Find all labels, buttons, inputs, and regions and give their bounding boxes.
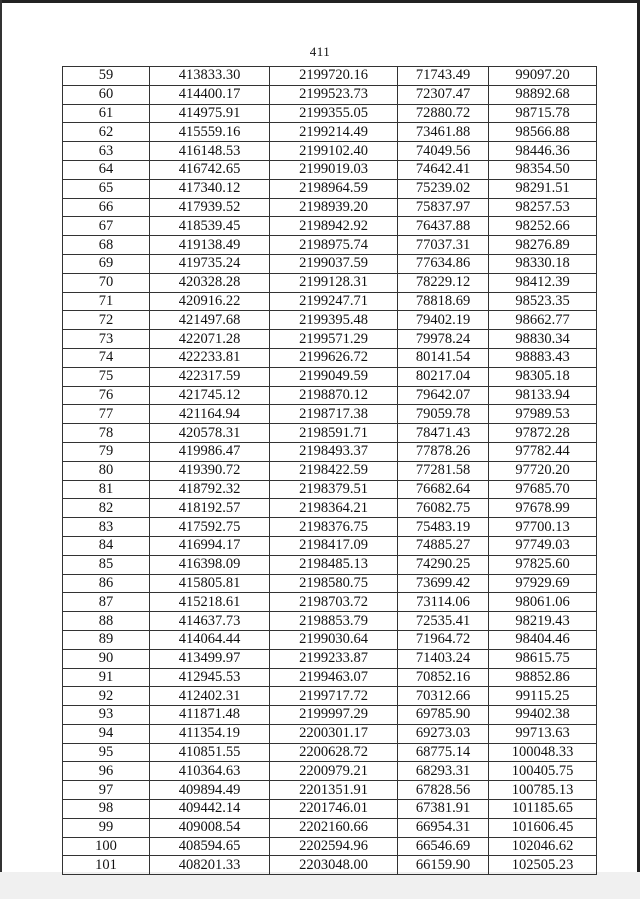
value-cell: 100785.13 bbox=[489, 781, 597, 800]
row-index-cell: 60 bbox=[63, 85, 150, 104]
value-cell: 79978.24 bbox=[398, 330, 489, 349]
table-row bbox=[63, 536, 597, 555]
value-cell: 97782.44 bbox=[489, 442, 597, 461]
value-cell: 75239.02 bbox=[398, 179, 489, 198]
value-cell: 2199523.73 bbox=[270, 85, 398, 104]
row-index-cell: 98 bbox=[63, 800, 150, 819]
value-cell: 409894.49 bbox=[150, 781, 270, 800]
table-row bbox=[63, 555, 597, 574]
value-cell: 98404.46 bbox=[489, 630, 597, 649]
value-cell: 414400.17 bbox=[150, 85, 270, 104]
value-cell: 66546.69 bbox=[398, 837, 489, 856]
row-index-cell: 70 bbox=[63, 273, 150, 292]
value-cell: 420578.31 bbox=[150, 424, 270, 443]
value-cell: 99097.20 bbox=[489, 67, 597, 86]
value-cell: 75837.97 bbox=[398, 198, 489, 217]
value-cell: 2199247.71 bbox=[270, 292, 398, 311]
table-row bbox=[63, 800, 597, 819]
table-row bbox=[63, 706, 597, 725]
value-cell: 2198376.75 bbox=[270, 518, 398, 537]
value-cell: 2198853.79 bbox=[270, 612, 398, 631]
value-cell: 80217.04 bbox=[398, 367, 489, 386]
table-row bbox=[63, 781, 597, 800]
table-row bbox=[63, 123, 597, 142]
value-cell: 417592.75 bbox=[150, 518, 270, 537]
value-cell: 97989.53 bbox=[489, 405, 597, 424]
value-cell: 71964.72 bbox=[398, 630, 489, 649]
value-cell: 419138.49 bbox=[150, 236, 270, 255]
row-index-cell: 73 bbox=[63, 330, 150, 349]
value-cell: 69785.90 bbox=[398, 706, 489, 725]
table-row bbox=[63, 179, 597, 198]
value-cell: 2201746.01 bbox=[270, 800, 398, 819]
value-cell: 2198939.20 bbox=[270, 198, 398, 217]
value-cell: 2198422.59 bbox=[270, 461, 398, 480]
value-cell: 2198703.72 bbox=[270, 593, 398, 612]
value-cell: 408594.65 bbox=[150, 837, 270, 856]
row-index-cell: 65 bbox=[63, 179, 150, 198]
value-cell: 2198717.38 bbox=[270, 405, 398, 424]
table-row bbox=[63, 837, 597, 856]
row-index-cell: 62 bbox=[63, 123, 150, 142]
table-row bbox=[63, 273, 597, 292]
value-cell: 67828.56 bbox=[398, 781, 489, 800]
value-cell: 74290.25 bbox=[398, 555, 489, 574]
value-cell: 2199049.59 bbox=[270, 367, 398, 386]
value-cell: 2203048.00 bbox=[270, 856, 398, 875]
row-index-cell: 91 bbox=[63, 668, 150, 687]
row-index-cell: 66 bbox=[63, 198, 150, 217]
value-cell: 2199395.48 bbox=[270, 311, 398, 330]
table-row bbox=[63, 743, 597, 762]
value-cell: 97700.13 bbox=[489, 518, 597, 537]
value-cell: 2198485.13 bbox=[270, 555, 398, 574]
table-row bbox=[63, 160, 597, 179]
value-cell: 73699.42 bbox=[398, 574, 489, 593]
table-row bbox=[63, 198, 597, 217]
value-cell: 75483.19 bbox=[398, 518, 489, 537]
value-cell: 416148.53 bbox=[150, 142, 270, 161]
table-row bbox=[63, 236, 597, 255]
value-cell: 98523.35 bbox=[489, 292, 597, 311]
value-cell: 98305.18 bbox=[489, 367, 597, 386]
table-row bbox=[63, 104, 597, 123]
value-cell: 97678.99 bbox=[489, 499, 597, 518]
value-cell: 422233.81 bbox=[150, 348, 270, 367]
table-row bbox=[63, 67, 597, 86]
value-cell: 97749.03 bbox=[489, 536, 597, 555]
value-cell: 98852.86 bbox=[489, 668, 597, 687]
value-cell: 68293.31 bbox=[398, 762, 489, 781]
scan-edge-left bbox=[0, 0, 2, 899]
value-cell: 419986.47 bbox=[150, 442, 270, 461]
value-cell: 421497.68 bbox=[150, 311, 270, 330]
value-cell: 416994.17 bbox=[150, 536, 270, 555]
table-row bbox=[63, 724, 597, 743]
value-cell: 98257.53 bbox=[489, 198, 597, 217]
scan-bottom-strip bbox=[0, 872, 640, 899]
value-cell: 77634.86 bbox=[398, 254, 489, 273]
value-cell: 2199030.64 bbox=[270, 630, 398, 649]
value-cell: 98715.78 bbox=[489, 104, 597, 123]
value-cell: 2199463.07 bbox=[270, 668, 398, 687]
value-cell: 2200628.72 bbox=[270, 743, 398, 762]
value-cell: 409008.54 bbox=[150, 818, 270, 837]
value-cell: 2198580.75 bbox=[270, 574, 398, 593]
value-cell: 415805.81 bbox=[150, 574, 270, 593]
value-cell: 72880.72 bbox=[398, 104, 489, 123]
value-cell: 418539.45 bbox=[150, 217, 270, 236]
table-row bbox=[63, 593, 597, 612]
table-row bbox=[63, 424, 597, 443]
value-cell: 416398.09 bbox=[150, 555, 270, 574]
value-cell: 414637.73 bbox=[150, 612, 270, 631]
row-index-cell: 72 bbox=[63, 311, 150, 330]
value-cell: 415218.61 bbox=[150, 593, 270, 612]
value-cell: 2202160.66 bbox=[270, 818, 398, 837]
row-index-cell: 77 bbox=[63, 405, 150, 424]
table-row bbox=[63, 612, 597, 631]
row-index-cell: 69 bbox=[63, 254, 150, 273]
value-cell: 66159.90 bbox=[398, 856, 489, 875]
row-index-cell: 85 bbox=[63, 555, 150, 574]
value-cell: 2198964.59 bbox=[270, 179, 398, 198]
value-cell: 72535.41 bbox=[398, 612, 489, 631]
value-cell: 2199355.05 bbox=[270, 104, 398, 123]
value-cell: 100405.75 bbox=[489, 762, 597, 781]
value-cell: 71403.24 bbox=[398, 649, 489, 668]
row-index-cell: 79 bbox=[63, 442, 150, 461]
value-cell: 410851.55 bbox=[150, 743, 270, 762]
value-cell: 100048.33 bbox=[489, 743, 597, 762]
table-row bbox=[63, 217, 597, 236]
value-cell: 98061.06 bbox=[489, 593, 597, 612]
page-number: 411 bbox=[309, 44, 331, 59]
value-cell: 98330.18 bbox=[489, 254, 597, 273]
row-index-cell: 87 bbox=[63, 593, 150, 612]
value-cell: 408201.33 bbox=[150, 856, 270, 875]
value-cell: 98615.75 bbox=[489, 649, 597, 668]
table-row bbox=[63, 818, 597, 837]
row-index-cell: 95 bbox=[63, 743, 150, 762]
value-cell: 420328.28 bbox=[150, 273, 270, 292]
value-cell: 98883.43 bbox=[489, 348, 597, 367]
table-row bbox=[63, 687, 597, 706]
value-cell: 422071.28 bbox=[150, 330, 270, 349]
value-cell: 79642.07 bbox=[398, 386, 489, 405]
table-row bbox=[63, 386, 597, 405]
row-index-cell: 75 bbox=[63, 367, 150, 386]
row-index-cell: 100 bbox=[63, 837, 150, 856]
value-cell: 98566.88 bbox=[489, 123, 597, 142]
value-cell: 411871.48 bbox=[150, 706, 270, 725]
table-row bbox=[63, 442, 597, 461]
value-cell: 411354.19 bbox=[150, 724, 270, 743]
row-index-cell: 67 bbox=[63, 217, 150, 236]
row-index-cell: 64 bbox=[63, 160, 150, 179]
value-cell: 2198417.09 bbox=[270, 536, 398, 555]
table-row bbox=[63, 461, 597, 480]
value-cell: 413499.97 bbox=[150, 649, 270, 668]
table-row bbox=[63, 518, 597, 537]
value-cell: 421745.12 bbox=[150, 386, 270, 405]
row-index-cell: 101 bbox=[63, 856, 150, 875]
table-row bbox=[63, 330, 597, 349]
value-cell: 79402.19 bbox=[398, 311, 489, 330]
row-index-cell: 83 bbox=[63, 518, 150, 537]
value-cell: 415559.16 bbox=[150, 123, 270, 142]
value-cell: 421164.94 bbox=[150, 405, 270, 424]
value-cell: 74642.41 bbox=[398, 160, 489, 179]
value-cell: 74885.27 bbox=[398, 536, 489, 555]
value-cell: 77281.58 bbox=[398, 461, 489, 480]
value-cell: 101185.65 bbox=[489, 800, 597, 819]
value-cell: 417939.52 bbox=[150, 198, 270, 217]
value-cell: 98354.50 bbox=[489, 160, 597, 179]
value-cell: 69273.03 bbox=[398, 724, 489, 743]
value-cell: 2199626.72 bbox=[270, 348, 398, 367]
row-index-cell: 74 bbox=[63, 348, 150, 367]
row-index-cell: 81 bbox=[63, 480, 150, 499]
value-cell: 72307.47 bbox=[398, 85, 489, 104]
value-cell: 413833.30 bbox=[150, 67, 270, 86]
row-index-cell: 61 bbox=[63, 104, 150, 123]
value-cell: 2198975.74 bbox=[270, 236, 398, 255]
table-row bbox=[63, 405, 597, 424]
value-cell: 98252.66 bbox=[489, 217, 597, 236]
value-cell: 67381.91 bbox=[398, 800, 489, 819]
value-cell: 414064.44 bbox=[150, 630, 270, 649]
value-cell: 99115.25 bbox=[489, 687, 597, 706]
value-cell: 417340.12 bbox=[150, 179, 270, 198]
row-index-cell: 97 bbox=[63, 781, 150, 800]
table-row bbox=[63, 668, 597, 687]
row-index-cell: 92 bbox=[63, 687, 150, 706]
table-row bbox=[63, 762, 597, 781]
value-cell: 68775.14 bbox=[398, 743, 489, 762]
value-cell: 2199128.31 bbox=[270, 273, 398, 292]
value-cell: 76437.88 bbox=[398, 217, 489, 236]
value-cell: 2202594.96 bbox=[270, 837, 398, 856]
value-cell: 70852.16 bbox=[398, 668, 489, 687]
table-row bbox=[63, 85, 597, 104]
value-cell: 66954.31 bbox=[398, 818, 489, 837]
row-index-cell: 63 bbox=[63, 142, 150, 161]
value-cell: 97825.60 bbox=[489, 555, 597, 574]
value-cell: 79059.78 bbox=[398, 405, 489, 424]
value-cell: 422317.59 bbox=[150, 367, 270, 386]
value-cell: 78818.69 bbox=[398, 292, 489, 311]
value-cell: 418792.32 bbox=[150, 480, 270, 499]
row-index-cell: 89 bbox=[63, 630, 150, 649]
value-cell: 76082.75 bbox=[398, 499, 489, 518]
value-cell: 97872.28 bbox=[489, 424, 597, 443]
value-cell: 2200979.21 bbox=[270, 762, 398, 781]
table-row bbox=[63, 574, 597, 593]
value-cell: 101606.45 bbox=[489, 818, 597, 837]
row-index-cell: 59 bbox=[63, 67, 150, 86]
row-index-cell: 84 bbox=[63, 536, 150, 555]
table-row bbox=[63, 630, 597, 649]
value-cell: 98276.89 bbox=[489, 236, 597, 255]
value-cell: 2199102.40 bbox=[270, 142, 398, 161]
table-row bbox=[63, 499, 597, 518]
value-cell: 98412.39 bbox=[489, 273, 597, 292]
row-index-cell: 71 bbox=[63, 292, 150, 311]
value-cell: 102505.23 bbox=[489, 856, 597, 875]
row-index-cell: 94 bbox=[63, 724, 150, 743]
value-cell: 98291.51 bbox=[489, 179, 597, 198]
value-cell: 97685.70 bbox=[489, 480, 597, 499]
value-cell: 2199997.29 bbox=[270, 706, 398, 725]
value-cell: 98830.34 bbox=[489, 330, 597, 349]
value-cell: 2199214.49 bbox=[270, 123, 398, 142]
value-cell: 97720.20 bbox=[489, 461, 597, 480]
scan-edge-top bbox=[0, 0, 640, 3]
value-cell: 2199720.16 bbox=[270, 67, 398, 86]
row-index-cell: 96 bbox=[63, 762, 150, 781]
value-cell: 2200301.17 bbox=[270, 724, 398, 743]
value-cell: 99713.63 bbox=[489, 724, 597, 743]
value-cell: 410364.63 bbox=[150, 762, 270, 781]
row-index-cell: 90 bbox=[63, 649, 150, 668]
value-cell: 414975.91 bbox=[150, 104, 270, 123]
row-index-cell: 93 bbox=[63, 706, 150, 725]
value-cell: 420916.22 bbox=[150, 292, 270, 311]
value-cell: 78229.12 bbox=[398, 273, 489, 292]
row-index-cell: 99 bbox=[63, 818, 150, 837]
value-cell: 98133.94 bbox=[489, 386, 597, 405]
value-cell: 416742.65 bbox=[150, 160, 270, 179]
row-index-cell: 82 bbox=[63, 499, 150, 518]
value-cell: 2199571.29 bbox=[270, 330, 398, 349]
value-cell: 2199233.87 bbox=[270, 649, 398, 668]
table-body bbox=[63, 67, 597, 875]
table-row bbox=[63, 254, 597, 273]
row-index-cell: 86 bbox=[63, 574, 150, 593]
value-cell: 2198591.71 bbox=[270, 424, 398, 443]
value-cell: 2198942.92 bbox=[270, 217, 398, 236]
value-cell: 419735.24 bbox=[150, 254, 270, 273]
value-cell: 98892.68 bbox=[489, 85, 597, 104]
row-index-cell: 68 bbox=[63, 236, 150, 255]
value-cell: 2198364.21 bbox=[270, 499, 398, 518]
value-cell: 77878.26 bbox=[398, 442, 489, 461]
value-cell: 73461.88 bbox=[398, 123, 489, 142]
row-index-cell: 80 bbox=[63, 461, 150, 480]
value-cell: 78471.43 bbox=[398, 424, 489, 443]
table-row bbox=[63, 348, 597, 367]
table-row bbox=[63, 311, 597, 330]
row-index-cell: 88 bbox=[63, 612, 150, 631]
value-cell: 76682.64 bbox=[398, 480, 489, 499]
value-cell: 409442.14 bbox=[150, 800, 270, 819]
value-cell: 74049.56 bbox=[398, 142, 489, 161]
value-cell: 80141.54 bbox=[398, 348, 489, 367]
value-cell: 2198379.51 bbox=[270, 480, 398, 499]
value-cell: 2198870.12 bbox=[270, 386, 398, 405]
table-row bbox=[63, 480, 597, 499]
value-cell: 2198493.37 bbox=[270, 442, 398, 461]
table-row bbox=[63, 856, 597, 875]
value-cell: 419390.72 bbox=[150, 461, 270, 480]
value-cell: 418192.57 bbox=[150, 499, 270, 518]
table-row bbox=[63, 649, 597, 668]
value-cell: 70312.66 bbox=[398, 687, 489, 706]
value-cell: 98446.36 bbox=[489, 142, 597, 161]
table-row bbox=[63, 367, 597, 386]
row-index-cell: 78 bbox=[63, 424, 150, 443]
value-cell: 2199037.59 bbox=[270, 254, 398, 273]
value-cell: 412402.31 bbox=[150, 687, 270, 706]
value-cell: 73114.06 bbox=[398, 593, 489, 612]
value-cell: 97929.69 bbox=[489, 574, 597, 593]
value-cell: 2199019.03 bbox=[270, 160, 398, 179]
row-index-cell: 76 bbox=[63, 386, 150, 405]
value-cell: 2199717.72 bbox=[270, 687, 398, 706]
value-cell: 99402.38 bbox=[489, 706, 597, 725]
value-cell: 102046.62 bbox=[489, 837, 597, 856]
table-row bbox=[63, 142, 597, 161]
table-row bbox=[63, 292, 597, 311]
value-cell: 412945.53 bbox=[150, 668, 270, 687]
value-cell: 71743.49 bbox=[398, 67, 489, 86]
value-cell: 77037.31 bbox=[398, 236, 489, 255]
value-cell: 2201351.91 bbox=[270, 781, 398, 800]
coordinate-table bbox=[62, 66, 597, 875]
value-cell: 98219.43 bbox=[489, 612, 597, 631]
value-cell: 98662.77 bbox=[489, 311, 597, 330]
